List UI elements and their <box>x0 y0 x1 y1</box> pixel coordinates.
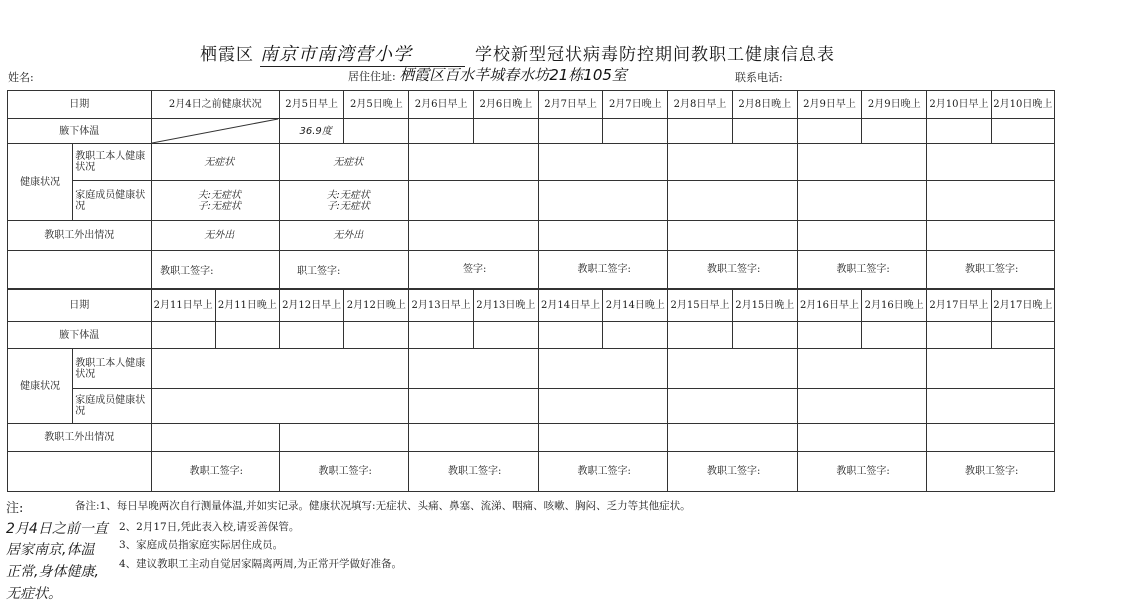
family-health-cell[interactable] <box>151 389 409 424</box>
family-line: 子:无症状 <box>326 200 370 212</box>
diagonal-slash <box>152 119 278 143</box>
date-header: 2月10日早上 <box>927 91 991 119</box>
temp-cell[interactable] <box>409 322 473 349</box>
family-health-cell[interactable] <box>927 181 1055 221</box>
date-header: 2月17日早上 <box>927 290 991 322</box>
self-health-feb5[interactable]: 无症状 <box>280 144 409 181</box>
title-suffix: 学校新型冠状病毒防控期间教职工健康信息表 <box>475 45 835 65</box>
signature-label: 教职工签字: <box>964 264 1019 275</box>
family-line: 夫:无症状 <box>326 189 370 201</box>
outing-cell[interactable] <box>538 424 667 452</box>
outing-cell[interactable] <box>409 424 538 452</box>
date-row <box>8 91 1055 119</box>
self-health-cell[interactable] <box>927 144 1055 181</box>
date-header: 2月12日早上 <box>280 290 344 322</box>
temp-cell[interactable] <box>862 322 927 349</box>
self-health-cell[interactable] <box>538 144 667 181</box>
signature-label: 教职工签字: <box>706 466 761 477</box>
family-health-cell[interactable] <box>668 181 797 221</box>
signature-cell[interactable] <box>927 251 1055 289</box>
signature-label: 教职工签字: <box>577 264 631 275</box>
family-line: 夫:无症状 <box>197 189 241 201</box>
self-health-before[interactable]: 无症状 <box>151 144 279 181</box>
temp-cell[interactable] <box>991 119 1054 144</box>
name-row <box>8 69 127 85</box>
date-header: 2月12日晚上 <box>344 290 409 322</box>
date-header: 2月8日晚上 <box>732 91 797 119</box>
date-header: 2月7日早上 <box>538 91 602 119</box>
signature-blank <box>8 452 152 492</box>
signature-label: 职工签字: <box>297 266 341 277</box>
outing-before[interactable]: 无外出 <box>151 221 279 251</box>
date-row <box>8 290 1055 322</box>
temp-cell[interactable] <box>732 119 797 144</box>
outing-row <box>8 221 1055 251</box>
notes-section <box>0 495 1121 605</box>
family-health-row <box>8 389 1055 424</box>
date-header: 2月10日晚上 <box>991 91 1054 119</box>
family-health-cell[interactable] <box>927 389 1055 424</box>
date-header: 2月5日早上 <box>280 91 344 119</box>
signature-cell[interactable] <box>280 251 409 289</box>
signature-cell[interactable] <box>538 251 667 289</box>
family-health-label: 家庭成员健康状况 <box>73 389 151 424</box>
date-header: 2月17日晚上 <box>991 290 1054 322</box>
temp-row <box>8 119 1055 144</box>
date-header: 2月11日早上 <box>151 290 215 322</box>
health-label: 健康状况 <box>8 349 73 424</box>
signature-cell[interactable] <box>797 251 926 289</box>
date-header: 2月16日晚上 <box>862 290 927 322</box>
self-health-label: 教职工本人健康状况 <box>73 144 151 181</box>
temp-cell[interactable] <box>538 119 602 144</box>
family-health-feb5[interactable] <box>280 181 409 221</box>
date-header: 2月5日晚上 <box>344 91 409 119</box>
temp-cell[interactable] <box>538 322 602 349</box>
signature-cell[interactable] <box>927 452 1055 492</box>
signature-cell[interactable] <box>409 251 538 289</box>
date-header: 2月8日早上 <box>668 91 732 119</box>
outing-label: 教职工外出情况 <box>8 424 152 452</box>
date-header: 2月9日晚上 <box>862 91 927 119</box>
temp-row <box>8 322 1055 349</box>
school-name-field[interactable]: 南京市南湾营小学 <box>260 40 465 67</box>
note-3: 3、家庭成员指家庭实际居住成员。 <box>119 539 284 551</box>
date-header: 2月6日早上 <box>409 91 473 119</box>
signature-cell[interactable] <box>668 452 797 492</box>
temp-label: 腋下体温 <box>8 119 152 144</box>
self-health-cell[interactable] <box>409 144 538 181</box>
temp-cell[interactable] <box>473 322 538 349</box>
phone-redacted <box>786 69 936 81</box>
outing-cell[interactable] <box>151 424 279 452</box>
temp-label: 腋下体温 <box>8 322 152 349</box>
family-health-cell[interactable] <box>668 389 797 424</box>
family-health-cell[interactable] <box>409 389 538 424</box>
name-redacted <box>37 69 127 81</box>
handwritten-note-line-3: 正常,身体健康, <box>6 564 99 580</box>
outing-cell[interactable] <box>927 221 1055 251</box>
outing-cell[interactable] <box>797 221 926 251</box>
signature-label: 教职工签字: <box>318 466 372 477</box>
date-header: 2月13日早上 <box>409 290 473 322</box>
temp-cell[interactable] <box>215 322 279 349</box>
signature-label: 教职工签字: <box>448 466 502 477</box>
self-health-cell[interactable] <box>668 349 797 389</box>
signature-row <box>8 251 1055 289</box>
date-header: 2月6日晚上 <box>473 91 538 119</box>
date-label: 日期 <box>8 290 152 322</box>
date-header: 2月11日晚上 <box>215 290 279 322</box>
handwritten-note-line-4: 无症状。 <box>6 586 62 602</box>
outing-cell[interactable] <box>668 221 797 251</box>
phone-label: 联系电话: <box>735 71 783 84</box>
outing-cell[interactable] <box>797 424 926 452</box>
temp-cell[interactable] <box>151 322 215 349</box>
date-header: 2月16日早上 <box>797 290 861 322</box>
health-label: 健康状况 <box>8 144 73 221</box>
outing-cell[interactable] <box>538 221 667 251</box>
date-header: 2月9日早上 <box>797 91 861 119</box>
date-label: 日期 <box>8 91 152 119</box>
form-title <box>200 40 835 67</box>
signature-cell[interactable] <box>280 452 409 492</box>
note-1: 备注:1、每日早晚两次自行测量体温,并如实记录。健康状况填写:无症状、头痛、鼻塞、流涕、咽痛、咳嗽、胸闷、乏力等其他症状。 <box>75 500 691 512</box>
family-health-cell[interactable] <box>538 181 667 221</box>
title-prefix: 栖霞区 <box>200 45 254 65</box>
family-health-row <box>8 181 1055 221</box>
family-line: 子:无症状 <box>197 200 241 212</box>
signature-cell[interactable] <box>797 452 926 492</box>
date-header: 2月15日早上 <box>668 290 732 322</box>
signature-label: 教职工签字: <box>189 466 243 477</box>
outing-cell[interactable] <box>280 424 409 452</box>
signature-cell[interactable] <box>151 251 279 289</box>
name-label: 姓名: <box>8 71 34 84</box>
temp-cell[interactable] <box>862 119 927 144</box>
temp-cell[interactable] <box>668 119 732 144</box>
self-health-cell[interactable] <box>409 349 538 389</box>
temp-cell[interactable] <box>732 322 797 349</box>
self-health-row <box>8 349 1055 389</box>
address-label: 居住住址: <box>348 70 396 83</box>
address-value[interactable]: 栖霞区百水芊城春水坊21栋105室 <box>399 66 627 84</box>
signature-label: 教职工签字: <box>160 266 214 277</box>
temp-cell[interactable]: 36.9度 <box>280 119 344 144</box>
temp-cell[interactable] <box>668 322 732 349</box>
family-health-cell[interactable] <box>797 181 926 221</box>
self-health-cell[interactable] <box>151 349 409 389</box>
signature-cell[interactable] <box>538 452 667 492</box>
signature-label: 教职工签字: <box>836 466 890 477</box>
signature-redacted <box>217 262 272 274</box>
signature-label: 教职工签字: <box>836 264 890 275</box>
address-row <box>348 64 627 85</box>
self-health-label: 教职工本人健康状况 <box>73 349 151 389</box>
temp-cell[interactable] <box>797 322 861 349</box>
family-health-cell[interactable] <box>409 181 538 221</box>
temp-cell[interactable] <box>344 322 409 349</box>
health-table-week2 <box>7 289 1055 492</box>
self-health-cell[interactable] <box>797 144 926 181</box>
temp-cell[interactable] <box>473 119 538 144</box>
signature-redacted <box>343 262 393 274</box>
health-table-week1 <box>7 90 1055 289</box>
outing-cell[interactable] <box>927 424 1055 452</box>
handwritten-note-line-1: 2月4日之前一直 <box>6 521 108 537</box>
signature-label: 签字: <box>463 264 487 275</box>
signature-cell[interactable] <box>409 452 538 492</box>
date-header: 2月14日晚上 <box>603 290 668 322</box>
outing-cell[interactable] <box>668 424 797 452</box>
temp-cell[interactable] <box>797 119 861 144</box>
self-health-cell[interactable] <box>797 349 926 389</box>
outing-feb5[interactable]: 无外出 <box>280 221 409 251</box>
temp-cell[interactable] <box>927 322 991 349</box>
note-4: 4、建议教职工主动自觉居家隔离两周,为正常开学做好准备。 <box>119 558 403 570</box>
self-health-row <box>8 144 1055 181</box>
date-header: 2月13日晚上 <box>473 290 538 322</box>
note-2: 2、2月17日,凭此表入校,请妥善保管。 <box>119 521 300 533</box>
temp-cell[interactable] <box>280 322 344 349</box>
family-health-before[interactable] <box>151 181 279 221</box>
phone-row <box>735 69 936 85</box>
temp-cell[interactable] <box>409 119 473 144</box>
self-health-cell[interactable] <box>927 349 1055 389</box>
handwritten-note-line-2: 居家南京,体温 <box>6 542 95 558</box>
signature-label: 教职工签字: <box>964 466 1019 477</box>
temp-cell[interactable] <box>603 119 668 144</box>
signature-blank <box>8 251 152 289</box>
signature-label: 教职工签字: <box>706 264 761 275</box>
signature-label: 教职工签字: <box>577 466 631 477</box>
date-header: 2月7日晚上 <box>603 91 668 119</box>
family-health-cell[interactable] <box>538 389 667 424</box>
temp-cell[interactable] <box>151 119 279 144</box>
temp-cell[interactable] <box>927 119 991 144</box>
temp-cell[interactable] <box>991 322 1054 349</box>
signature-row <box>8 452 1055 492</box>
signature-cell[interactable] <box>668 251 797 289</box>
outing-label: 教职工外出情况 <box>8 221 152 251</box>
date-header: 2月15日晚上 <box>732 290 797 322</box>
before-header: 2月4日之前健康状况 <box>151 91 279 119</box>
self-health-cell[interactable] <box>668 144 797 181</box>
self-health-cell[interactable] <box>538 349 667 389</box>
temp-cell[interactable] <box>603 322 668 349</box>
family-health-cell[interactable] <box>797 389 926 424</box>
notes-prefix: 注: <box>6 501 24 516</box>
signature-cell[interactable] <box>151 452 279 492</box>
date-header: 2月14日早上 <box>538 290 602 322</box>
family-health-label: 家庭成员健康状况 <box>73 181 151 221</box>
outing-row <box>8 424 1055 452</box>
temp-cell[interactable] <box>344 119 409 144</box>
outing-cell[interactable] <box>409 221 538 251</box>
